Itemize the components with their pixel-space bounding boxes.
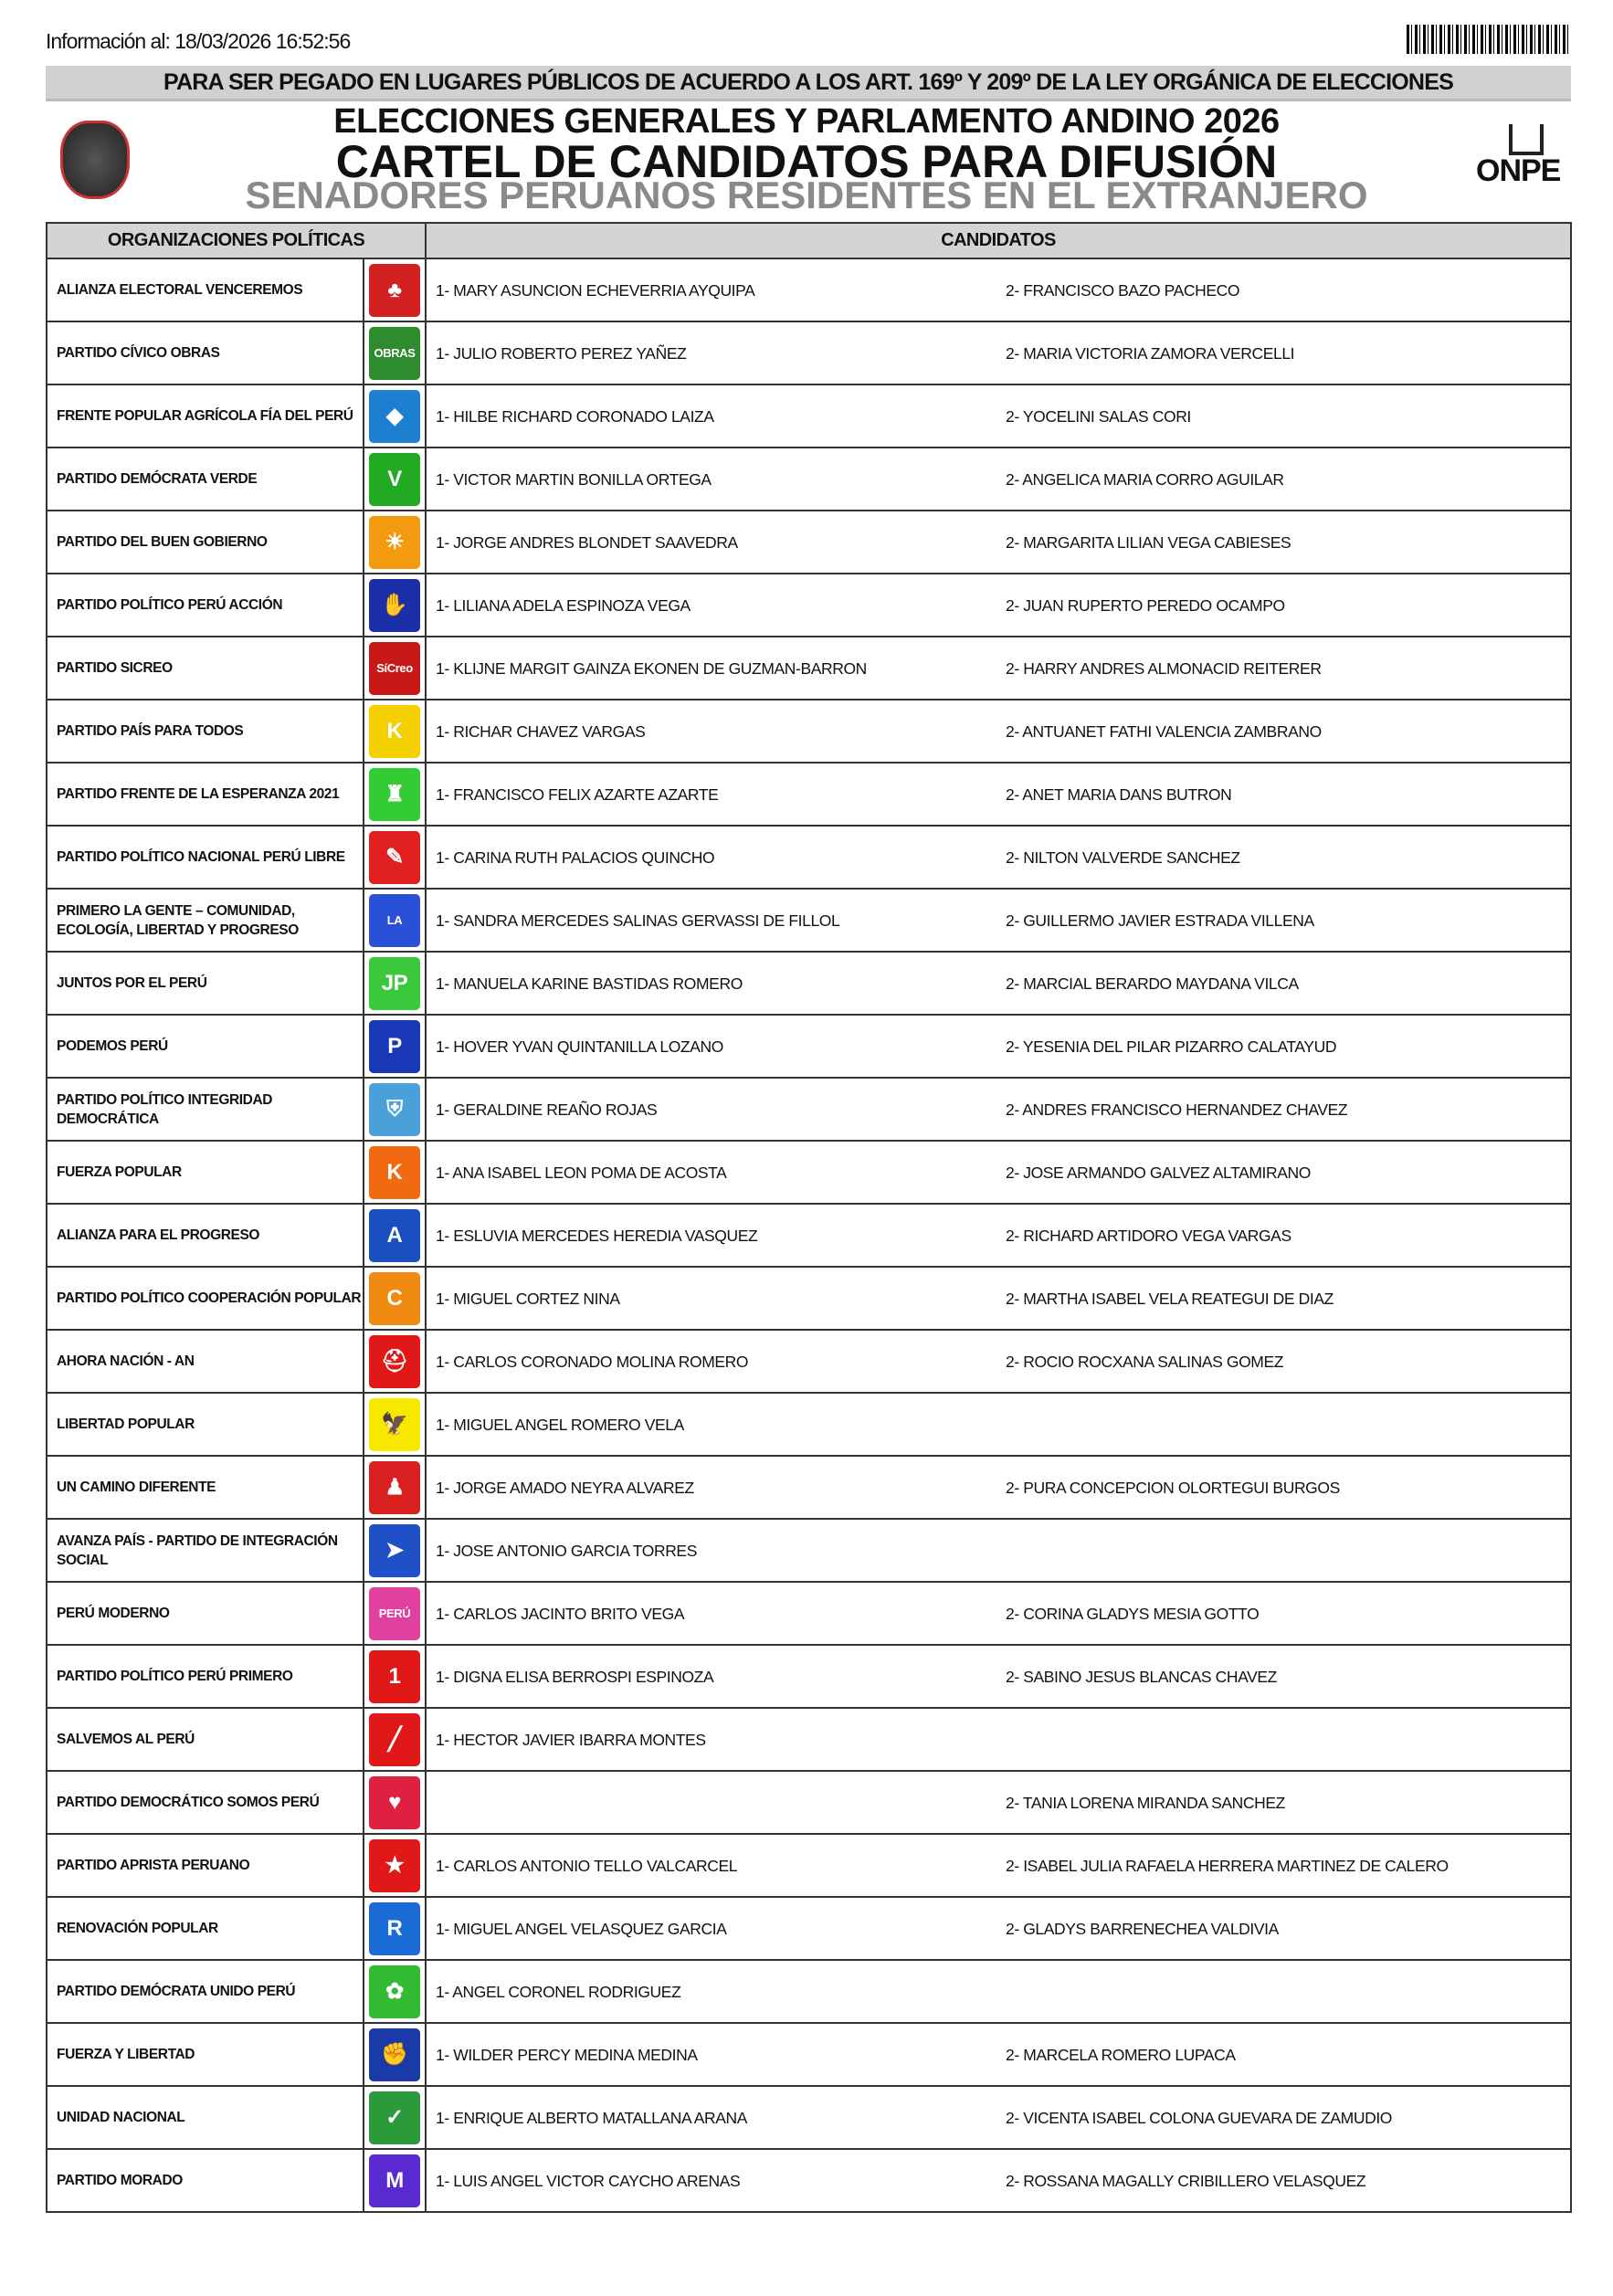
candidate-1: 1- ESLUVIA MERCEDES HEREDIA VASQUEZ	[436, 1227, 758, 1245]
party-logo-icon: PERÚ	[369, 1587, 420, 1640]
onpe-logo: ONPE	[1476, 153, 1561, 188]
candidates-cell	[426, 1960, 1571, 2023]
candidates-cell	[426, 1834, 1571, 1897]
candidate-2: 2- MARTHA ISABEL VELA REATEGUI DE DIAZ	[1006, 1290, 1334, 1308]
candidate-2: 2- ROSSANA MAGALLY CRIBILLERO VELASQUEZ	[1006, 2172, 1366, 2190]
legal-banner: PARA SER PEGADO EN LUGARES PÚBLICOS DE ACUERDO A LOS ART. 169º Y 209º DE LA LEY ORGÁNICA DE ELECCIONES	[46, 66, 1571, 101]
candidate-2: 2- MARCELA ROMERO LUPACA	[1006, 2046, 1236, 2064]
table-row	[47, 1330, 1571, 1393]
party-logo-icon: ♜	[369, 768, 420, 821]
candidate-2: 2- GLADYS BARRENECHEA VALDIVIA	[1006, 1920, 1279, 1938]
candidate-1: 1- JULIO ROBERTO PEREZ YAÑEZ	[436, 344, 687, 363]
party-logo-cell	[364, 1267, 426, 1330]
party-logo-icon: 1	[369, 1650, 420, 1703]
barcode	[1407, 25, 1571, 54]
party-logo-cell	[364, 1456, 426, 1519]
party-logo-cell	[364, 2023, 426, 2086]
candidates-cell	[426, 763, 1571, 826]
party-logo-cell	[364, 1771, 426, 1834]
table-row	[47, 1645, 1571, 1708]
organization-name: FUERZA POPULAR	[47, 1141, 364, 1204]
candidate-2: 2- SABINO JESUS BLANCAS CHAVEZ	[1006, 1668, 1277, 1686]
table-row	[47, 1141, 1571, 1204]
candidates-cell	[426, 448, 1571, 511]
table-row	[47, 1519, 1571, 1582]
party-logo-cell	[364, 1078, 426, 1141]
table-row	[47, 1771, 1571, 1834]
table-row	[47, 511, 1571, 574]
info-timestamp: Información al: 18/03/2026 16:52:56	[46, 29, 351, 53]
organization-name: PARTIDO DEL BUEN GOBIERNO	[47, 511, 364, 574]
candidate-1: 1- JOSE ANTONIO GARCIA TORRES	[436, 1542, 697, 1560]
table-row	[47, 384, 1571, 448]
party-logo-icon: K	[369, 705, 420, 758]
candidate-2: 2- ANDRES FRANCISCO HERNANDEZ CHAVEZ	[1006, 1101, 1348, 1119]
organization-name: PARTIDO POLÍTICO PERÚ PRIMERO	[47, 1645, 364, 1708]
candidate-1: 1- HILBE RICHARD CORONADO LAIZA	[436, 407, 714, 426]
candidates-cell	[426, 511, 1571, 574]
organization-name: AVANZA PAÍS - PARTIDO DE INTEGRACIÓN SOCIAL	[47, 1519, 364, 1582]
party-logo-cell	[364, 1582, 426, 1645]
candidate-1: 1- WILDER PERCY MEDINA MEDINA	[436, 2046, 698, 2064]
candidates-cell	[426, 2023, 1571, 2086]
candidate-1: 1- SANDRA MERCEDES SALINAS GERVASSI DE FILLOL	[436, 911, 840, 930]
table-row	[47, 1834, 1571, 1897]
candidate-1: 1- VICTOR MARTIN BONILLA ORTEGA	[436, 470, 712, 489]
table-row	[47, 1456, 1571, 1519]
candidates-cell	[426, 1204, 1571, 1267]
organization-name: PARTIDO POLÍTICO COOPERACIÓN POPULAR	[47, 1267, 364, 1330]
candidates-cell	[426, 1897, 1571, 1960]
poster-title: CARTEL DE CANDIDATOS PARA DIFUSIÓN	[335, 136, 1278, 187]
candidate-1: 1- CARLOS JACINTO BRITO VEGA	[436, 1605, 685, 1623]
party-logo-icon: M	[369, 2154, 420, 2207]
candidates-cell	[426, 1141, 1571, 1204]
candidate-2: 2- TANIA LORENA MIRANDA SANCHEZ	[1006, 1794, 1285, 1812]
candidate-2: 2- YOCELINI SALAS CORI	[1006, 407, 1191, 426]
candidate-2: 2- JOSE ARMANDO GALVEZ ALTAMIRANO	[1006, 1164, 1311, 1182]
table-row	[47, 826, 1571, 889]
candidate-2: 2- GUILLERMO JAVIER ESTRADA VILLENA	[1006, 911, 1314, 930]
party-logo-icon: 🦅	[369, 1398, 420, 1451]
organization-name: PRIMERO LA GENTE – COMUNIDAD, ECOLOGÍA, LIBERTAD Y PROGRESO	[47, 889, 364, 952]
party-logo-icon: K	[369, 1146, 420, 1199]
candidate-2: 2- CORINA GLADYS MESIA GOTTO	[1006, 1605, 1260, 1623]
party-logo-cell	[364, 700, 426, 763]
candidate-2: 2- HARRY ANDRES ALMONACID REITERER	[1006, 659, 1322, 678]
candidate-1: 1- CARINA RUTH PALACIOS QUINCHO	[436, 848, 715, 867]
candidates-cell	[426, 1771, 1571, 1834]
candidate-2: 2- FRANCISCO BAZO PACHECO	[1006, 281, 1240, 300]
party-logo-icon: P	[369, 1020, 420, 1073]
organization-name: PARTIDO APRISTA PERUANO	[47, 1834, 364, 1897]
candidate-1: 1- MARY ASUNCION ECHEVERRIA AYQUIPA	[436, 281, 755, 300]
candidate-2: 2- ISABEL JULIA RAFAELA HERRERA MARTINEZ DE CALERO	[1006, 1857, 1449, 1875]
table-row	[47, 1960, 1571, 2023]
table-row	[47, 321, 1571, 384]
party-logo-icon: OBRAS	[369, 327, 420, 380]
organization-name: PERÚ MODERNO	[47, 1582, 364, 1645]
party-logo-cell	[364, 258, 426, 321]
party-logo-cell	[364, 1204, 426, 1267]
party-logo-icon: R	[369, 1902, 420, 1955]
candidate-1: 1- FRANCISCO FELIX AZARTE AZARTE	[436, 785, 719, 804]
table-row	[47, 258, 1571, 321]
organization-name: FUERZA Y LIBERTAD	[47, 2023, 364, 2086]
table-row	[47, 574, 1571, 637]
candidate-1: 1- ANA ISABEL LEON POMA DE ACOSTA	[436, 1164, 727, 1182]
candidates-cell	[426, 1708, 1571, 1771]
candidate-2: 2- ANTUANET FATHI VALENCIA ZAMBRANO	[1006, 722, 1322, 741]
candidate-1: 1- CARLOS ANTONIO TELLO VALCARCEL	[436, 1857, 738, 1875]
candidate-1: 1- HECTOR JAVIER IBARRA MONTES	[436, 1731, 706, 1749]
candidate-1: 1- KLIJNE MARGIT GAINZA EKONEN DE GUZMAN-BARRON	[436, 659, 867, 678]
candidates-cell	[426, 700, 1571, 763]
candidates-cell	[426, 1519, 1571, 1582]
party-logo-icon: ╱	[369, 1713, 420, 1766]
party-logo-icon: SíCreo	[369, 642, 420, 695]
candidate-1: 1- HOVER YVAN QUINTANILLA LOZANO	[436, 1037, 723, 1056]
candidate-2: 2- VICENTA ISABEL COLONA GUEVARA DE ZAMUDIO	[1006, 2109, 1393, 2127]
party-logo-cell	[364, 2086, 426, 2149]
candidate-2: 2- NILTON VALVERDE SANCHEZ	[1006, 848, 1240, 867]
column-header-candidates: CANDIDATOS	[426, 223, 1571, 258]
party-logo-icon: ◆	[369, 390, 420, 443]
candidate-1: 1- ENRIQUE ALBERTO MATALLANA ARANA	[436, 2109, 748, 2127]
candidate-2: 2- ANET MARIA DANS BUTRON	[1006, 785, 1232, 804]
organization-name: SALVEMOS AL PERÚ	[47, 1708, 364, 1771]
candidate-1: 1- JORGE ANDRES BLONDET SAAVEDRA	[436, 533, 738, 552]
candidate-1: 1- RICHAR CHAVEZ VARGAS	[436, 722, 646, 741]
table-row	[47, 1267, 1571, 1330]
party-logo-icon: ✊	[369, 2028, 420, 2081]
candidate-2: 2- ROCIO ROCXANA SALINAS GOMEZ	[1006, 1353, 1284, 1371]
party-logo-icon: JP	[369, 957, 420, 1010]
organization-name: PARTIDO DEMÓCRATA VERDE	[47, 448, 364, 511]
table-row	[47, 1078, 1571, 1141]
candidate-2: 2- ANGELICA MARIA CORRO AGUILAR	[1006, 470, 1284, 489]
candidate-1: 1- GERALDINE REAÑO ROJAS	[436, 1101, 658, 1119]
election-title: ELECCIONES GENERALES Y PARLAMENTO ANDINO 2026	[333, 102, 1280, 141]
candidates-cell	[426, 384, 1571, 448]
organization-name: PODEMOS PERÚ	[47, 1015, 364, 1078]
party-logo-icon: ➤	[369, 1524, 420, 1577]
organization-name: ALIANZA ELECTORAL VENCEREMOS	[47, 258, 364, 321]
table-row	[47, 2149, 1571, 2212]
organization-name: LIBERTAD POPULAR	[47, 1393, 364, 1456]
table-row	[47, 637, 1571, 700]
party-logo-cell	[364, 1897, 426, 1960]
onpe-hand-icon	[1509, 124, 1544, 155]
party-logo-cell	[364, 889, 426, 952]
candidates-cell	[426, 1330, 1571, 1393]
table-row	[47, 952, 1571, 1015]
party-logo-icon: ♣	[369, 264, 420, 317]
table-row	[47, 1582, 1571, 1645]
party-logo-icon: C	[369, 1272, 420, 1325]
candidate-2: 2- MARIA VICTORIA ZAMORA VERCELLI	[1006, 344, 1295, 363]
candidates-cell	[426, 1582, 1571, 1645]
organization-name: FRENTE POPULAR AGRÍCOLA FÍA DEL PERÚ	[47, 384, 364, 448]
party-logo-icon: ★	[369, 1839, 420, 1892]
candidates-cell	[426, 952, 1571, 1015]
candidate-1: 1- LILIANA ADELA ESPINOZA VEGA	[436, 596, 691, 615]
organization-name: PARTIDO DEMÓCRATA UNIDO PERÚ	[47, 1960, 364, 2023]
candidate-1: 1- DIGNA ELISA BERROSPI ESPINOZA	[436, 1668, 714, 1686]
candidate-1: 1- ANGEL CORONEL RODRIGUEZ	[436, 1983, 681, 2001]
candidate-1: 1- CARLOS CORONADO MOLINA ROMERO	[436, 1353, 749, 1371]
candidates-cell	[426, 1645, 1571, 1708]
party-logo-icon: ✓	[369, 2091, 420, 2144]
candidates-cell	[426, 2149, 1571, 2212]
candidates-cell	[426, 1015, 1571, 1078]
party-logo-icon: ✎	[369, 831, 420, 884]
candidate-2: 2- MARGARITA LILIAN VEGA CABIESES	[1006, 533, 1291, 552]
candidate-2: 2- RICHARD ARTIDORO VEGA VARGAS	[1006, 1227, 1291, 1245]
party-logo-cell	[364, 1015, 426, 1078]
organization-name: RENOVACIÓN POPULAR	[47, 1897, 364, 1960]
party-logo-cell	[364, 1330, 426, 1393]
organization-name: UNIDAD NACIONAL	[47, 2086, 364, 2149]
party-logo-icon: ☀	[369, 516, 420, 569]
table-row	[47, 1204, 1571, 1267]
candidates-cell	[426, 637, 1571, 700]
table-row	[47, 2086, 1571, 2149]
table-row	[47, 2023, 1571, 2086]
party-logo-icon: LA	[369, 894, 420, 947]
candidate-1: 1- MIGUEL ANGEL VELASQUEZ GARCIA	[436, 1920, 727, 1938]
candidates-cell	[426, 889, 1571, 952]
organization-name: PARTIDO SICREO	[47, 637, 364, 700]
party-logo-cell	[364, 1393, 426, 1456]
party-logo-cell	[364, 448, 426, 511]
candidates-cell	[426, 258, 1571, 321]
table-row	[47, 763, 1571, 826]
table-row	[47, 448, 1571, 511]
organization-name: PARTIDO MORADO	[47, 2149, 364, 2212]
candidate-1: 1- MANUELA KARINE BASTIDAS ROMERO	[436, 974, 743, 993]
organization-name: PARTIDO DEMOCRÁTICO SOMOS PERÚ	[47, 1771, 364, 1834]
party-logo-cell	[364, 637, 426, 700]
party-logo-icon: ⛑	[369, 1335, 420, 1388]
candidate-1: 1- JORGE AMADO NEYRA ALVAREZ	[436, 1479, 694, 1497]
party-logo-icon: A	[369, 1209, 420, 1262]
candidates-cell	[426, 826, 1571, 889]
party-logo-cell	[364, 1645, 426, 1708]
candidates-table	[46, 222, 1572, 2213]
organization-name: PARTIDO POLÍTICO PERÚ ACCIÓN	[47, 574, 364, 637]
organization-name: ALIANZA PARA EL PROGRESO	[47, 1204, 364, 1267]
party-logo-cell	[364, 1834, 426, 1897]
candidate-2: 2- YESENIA DEL PILAR PIZARRO CALATAYUD	[1006, 1037, 1337, 1056]
party-logo-cell	[364, 952, 426, 1015]
table-row	[47, 1708, 1571, 1771]
candidates-cell	[426, 1267, 1571, 1330]
party-logo-cell	[364, 1708, 426, 1771]
organization-name: PARTIDO PAÍS PARA TODOS	[47, 700, 364, 763]
organization-name: PARTIDO POLÍTICO INTEGRIDAD DEMOCRÁTICA	[47, 1078, 364, 1141]
party-logo-cell	[364, 763, 426, 826]
candidates-cell	[426, 1078, 1571, 1141]
organization-name: PARTIDO POLÍTICO NACIONAL PERÚ LIBRE	[47, 826, 364, 889]
party-logo-cell	[364, 826, 426, 889]
column-header-organizations: ORGANIZACIONES POLÍTICAS	[47, 223, 426, 258]
party-logo-cell	[364, 2149, 426, 2212]
candidates-cell	[426, 574, 1571, 637]
party-logo-cell	[364, 1141, 426, 1204]
party-logo-cell	[364, 574, 426, 637]
organization-name: UN CAMINO DIFERENTE	[47, 1456, 364, 1519]
party-logo-cell	[364, 1519, 426, 1582]
poster-subtitle: SENADORES PERUANOS RESIDENTES EN EL EXTRANJERO	[245, 174, 1368, 216]
candidate-1: 1- MIGUEL ANGEL ROMERO VELA	[436, 1416, 684, 1434]
party-logo-icon: ♥	[369, 1776, 420, 1829]
candidates-cell	[426, 321, 1571, 384]
candidates-cell	[426, 1393, 1571, 1456]
organization-name: AHORA NACIÓN - AN	[47, 1330, 364, 1393]
candidates-cell	[426, 1456, 1571, 1519]
table-row	[47, 1015, 1571, 1078]
party-logo-icon: V	[369, 453, 420, 506]
candidate-1: 1- MIGUEL CORTEZ NINA	[436, 1290, 620, 1308]
candidate-1: 1- LUIS ANGEL VICTOR CAYCHO ARENAS	[436, 2172, 741, 2190]
party-logo-cell	[364, 1960, 426, 2023]
organization-name: JUNTOS POR EL PERÚ	[47, 952, 364, 1015]
party-logo-icon: ✋	[369, 579, 420, 632]
organization-name: PARTIDO CÍVICO OBRAS	[47, 321, 364, 384]
candidates-cell	[426, 2086, 1571, 2149]
party-logo-cell	[364, 321, 426, 384]
party-logo-icon: ✿	[369, 1965, 420, 2018]
party-logo-cell	[364, 511, 426, 574]
party-logo-icon: ⛨	[369, 1083, 420, 1136]
party-logo-cell	[364, 384, 426, 448]
candidate-2: 2- JUAN RUPERTO PEREDO OCAMPO	[1006, 596, 1285, 615]
party-logo-icon: ♟	[369, 1461, 420, 1514]
organization-name: PARTIDO FRENTE DE LA ESPERANZA 2021	[47, 763, 364, 826]
table-row	[47, 1897, 1571, 1960]
table-row	[47, 1393, 1571, 1456]
table-row	[47, 700, 1571, 763]
candidate-2: 2- PURA CONCEPCION OLORTEGUI BURGOS	[1006, 1479, 1340, 1497]
candidate-2: 2- MARCIAL BERARDO MAYDANA VILCA	[1006, 974, 1299, 993]
table-row	[47, 889, 1571, 952]
